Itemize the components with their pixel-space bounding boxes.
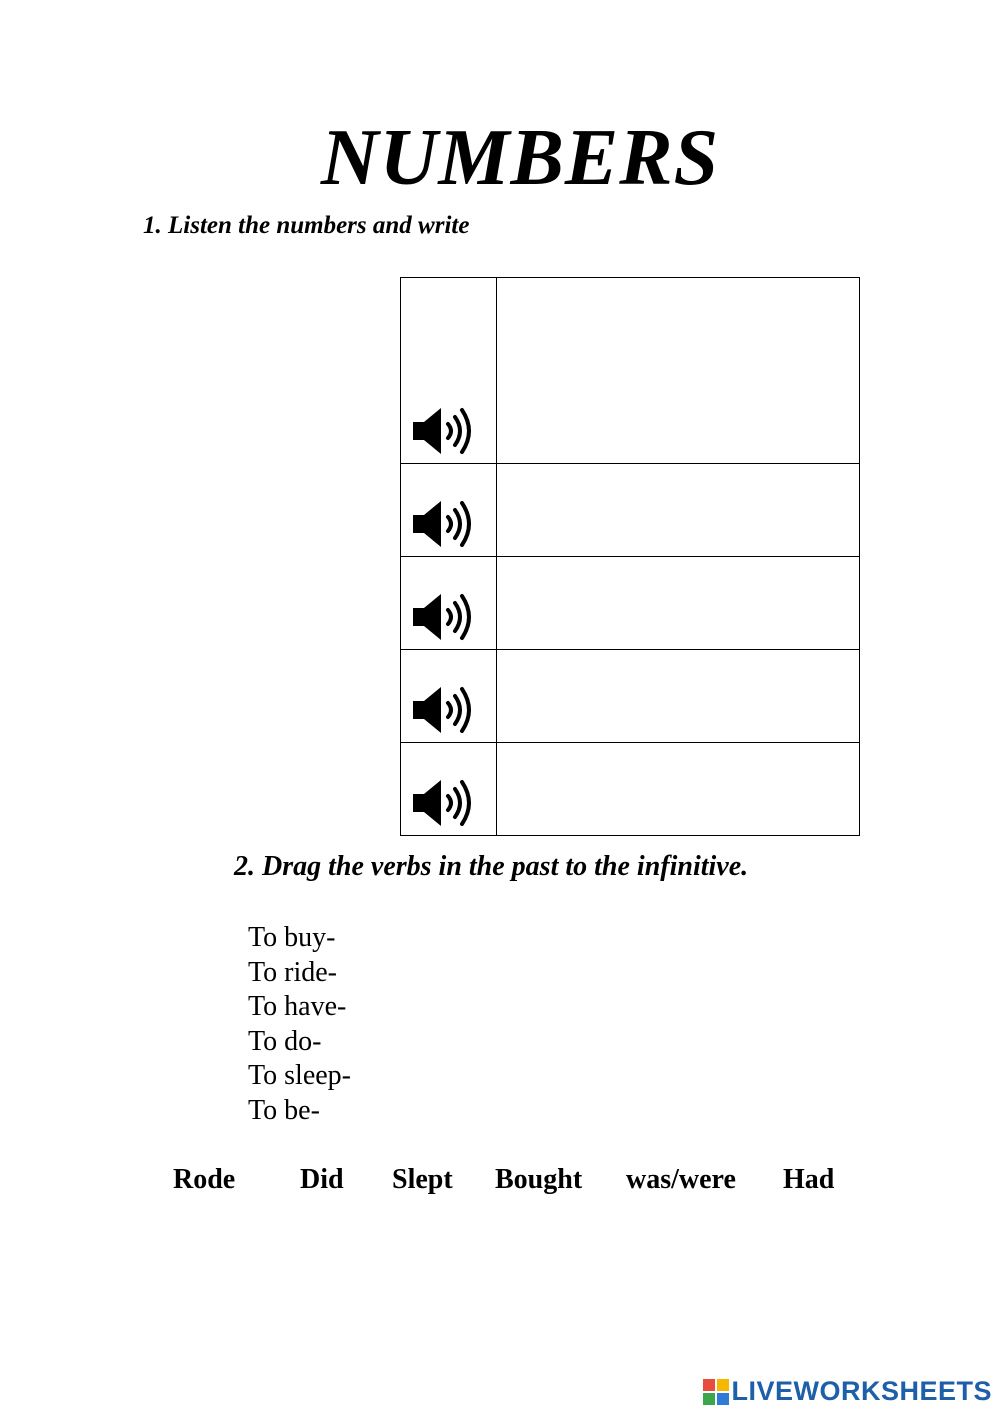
draggable-word[interactable]: Rode — [173, 1164, 236, 1195]
page-title: NUMBERS — [320, 114, 720, 202]
draggable-word[interactable]: Had — [783, 1164, 835, 1195]
table-row — [401, 464, 860, 557]
word-bank — [0, 1164, 1000, 1204]
answer-field[interactable] — [496, 278, 859, 464]
answer-field[interactable] — [496, 557, 859, 650]
drop-target[interactable]: To be- — [248, 1094, 320, 1126]
draggable-word[interactable]: was/were — [626, 1164, 736, 1195]
draggable-word[interactable]: Slept — [392, 1164, 453, 1195]
table-row — [401, 557, 860, 650]
liveworksheets-brand — [703, 1376, 992, 1407]
table-row — [401, 743, 860, 836]
infinitive-list — [248, 921, 351, 1128]
drop-target[interactable]: To buy- — [248, 922, 336, 953]
draggable-word[interactable]: Bought — [495, 1164, 583, 1195]
speaker-icon[interactable] — [411, 684, 475, 736]
brand-name: LIVEWORKSHEETS — [731, 1376, 992, 1406]
audio-cell — [401, 557, 497, 650]
table-row — [401, 650, 860, 743]
answer-field[interactable] — [496, 464, 859, 557]
answer-field[interactable] — [496, 650, 859, 743]
speaker-icon[interactable] — [411, 498, 475, 550]
drop-target[interactable]: To sleep- — [248, 1060, 352, 1091]
audio-cell — [401, 743, 497, 836]
audio-answer-table — [400, 277, 860, 836]
instruction-listen: 1. Listen the numbers and write — [143, 212, 470, 239]
liveworksheets-logo-icon — [703, 1379, 729, 1405]
drop-target[interactable]: To do- — [248, 1025, 322, 1057]
audio-cell — [401, 650, 497, 743]
speaker-icon[interactable] — [411, 405, 475, 457]
drop-target[interactable]: To have- — [248, 991, 347, 1022]
draggable-word[interactable]: Did — [300, 1164, 344, 1195]
answer-field[interactable] — [496, 743, 859, 836]
instruction-drag: 2. Drag the verbs in the past to the infinitive. — [234, 851, 749, 882]
audio-cell — [401, 278, 497, 464]
speaker-icon[interactable] — [411, 777, 475, 829]
audio-cell — [401, 464, 497, 557]
drop-target[interactable]: To ride- — [248, 956, 338, 988]
table-row — [401, 278, 860, 464]
speaker-icon[interactable] — [411, 591, 475, 643]
